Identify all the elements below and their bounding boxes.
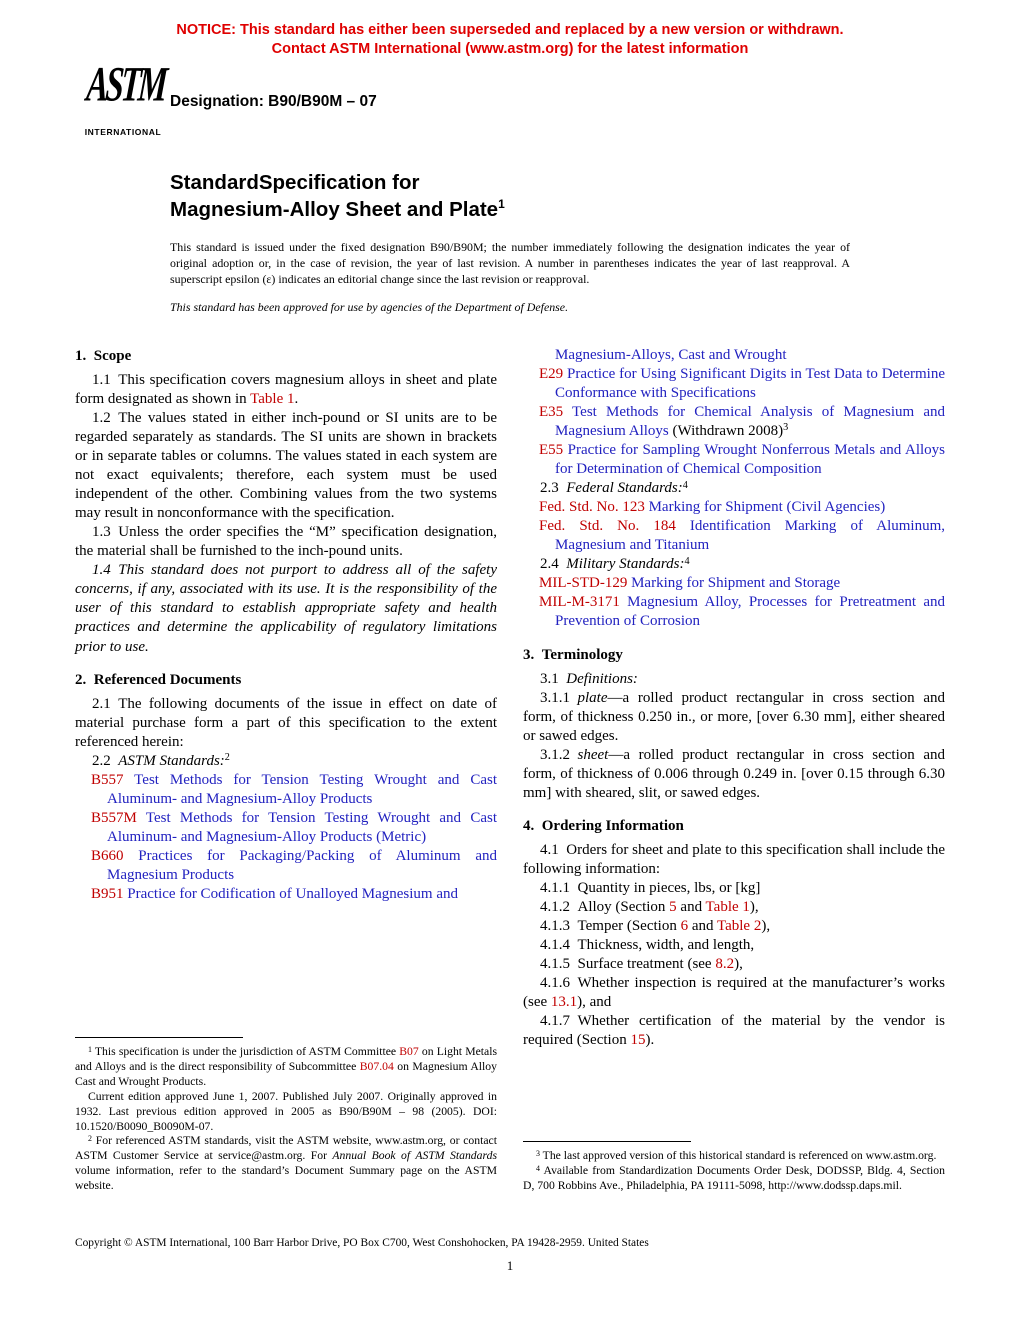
ref-title-link[interactable]: Practice for Codification of Unalloyed Magnesium and	[123, 886, 459, 903]
link-b557m[interactable]: B557M	[91, 809, 137, 826]
text-segment: plate	[577, 689, 608, 706]
paragraph	[523, 670, 945, 689]
paragraph	[75, 752, 497, 771]
left-footnotes	[75, 1037, 497, 1194]
text-segment: 4. Ordering Information	[523, 817, 684, 834]
link-table-2[interactable]: Table 2	[716, 918, 762, 935]
copyright-line: Copyright © ASTM International, 100 Barr Harbor Drive, PO Box C700, West Conshohocken, PA 19428-2959. United States	[75, 1237, 649, 1249]
section-heading	[523, 646, 945, 665]
text-segment: 4.1.1 Quantity in pieces, lbs, or [kg]	[540, 880, 761, 897]
text-segment: 4	[684, 555, 690, 567]
text-segment: and	[688, 918, 717, 935]
text-segment: 2	[88, 1133, 92, 1143]
right-column	[523, 346, 945, 1194]
section-heading	[75, 671, 497, 690]
text-segment: Definitions:	[566, 670, 638, 687]
notice-line-2: Contact ASTM International (www.astm.org) for the latest information	[271, 41, 749, 58]
paragraph	[75, 371, 497, 409]
paragraph	[523, 555, 945, 574]
link-fed-std-184[interactable]: Fed. Std. No. 184	[539, 518, 676, 535]
text-segment: 1. Scope	[75, 347, 132, 364]
text-segment: ).	[645, 1032, 655, 1049]
text-segment: 4.1.2 Alloy (Section	[540, 899, 670, 916]
text-segment: 4.1.5 Surface treatment (see	[540, 956, 716, 973]
text-segment: The last approved version of this historical standard is referenced on www.astm.org.	[539, 1149, 937, 1163]
link-e29[interactable]: E29	[539, 365, 564, 382]
page-number: 1	[506, 1258, 514, 1273]
text-segment: 1	[88, 1044, 92, 1054]
link-e55[interactable]: E55	[539, 442, 564, 459]
title-line-2	[170, 196, 850, 223]
text-segment: 2.1 The following documents of the issue in effect on date of material purchase form a part of this specification to the extent referenced herein:	[75, 695, 497, 750]
left-column	[75, 346, 497, 1194]
ref-title-link[interactable]: Test Methods for Tension Testing Wrought and Cast Aluminum- and Magnesium-Alloy Products (Metric)	[107, 809, 497, 845]
link-fed-std-123[interactable]: Fed. Std. No. 123	[539, 499, 645, 516]
reference-continuation	[523, 346, 945, 365]
text-segment: Available from Standardization Documents Order Desk, DODSSP, Bldg. 4, Section D, 700 Robbins Ave., Philadelphia, PA 19111-5098, http://www.dodssp.daps.mil.	[523, 1164, 945, 1192]
text-segment: (Withdrawn 2008)	[672, 423, 784, 440]
left-column-content	[75, 346, 497, 904]
text-segment: Military Standards:	[566, 556, 685, 573]
paragraph	[523, 746, 945, 803]
link-mil-m-3171[interactable]: MIL-M-3171	[539, 594, 620, 611]
right-footnotes-list	[523, 1149, 945, 1194]
text-segment: 4	[682, 479, 688, 491]
paragraph	[523, 917, 945, 936]
reference-entry	[75, 847, 497, 885]
text-segment: For referenced ASTM standards, visit the ASTM website, www.astm.org, or contact ASTM Customer Service at service@astm.org. For	[75, 1134, 497, 1163]
link-b951[interactable]: B951	[91, 886, 124, 903]
section-heading	[75, 347, 497, 366]
ref-title-link[interactable]: Magnesium-Alloys, Cast and Wrought	[555, 346, 787, 363]
text-segment: 4.1.3 Temper (Section	[540, 918, 681, 935]
paragraph	[75, 561, 497, 656]
reference-entry	[523, 517, 945, 555]
ref-title-link[interactable]: Magnesium Alloy, Processes for Pretreatment and Prevention of Corrosion	[555, 594, 945, 630]
link-table-1[interactable]: Table 1	[250, 390, 295, 407]
paragraph	[523, 841, 945, 879]
text-segment: on Light Metals and Alloys and is the direct responsibility of Subcommittee	[75, 1045, 498, 1074]
text-segment: ),	[734, 956, 743, 973]
link-b660[interactable]: B660	[91, 848, 124, 864]
link-b557[interactable]: B557	[91, 771, 124, 788]
title-block	[170, 169, 850, 315]
text-segment: 3.1.2	[540, 746, 578, 763]
left-footnotes-list	[75, 1045, 497, 1194]
link-section-15[interactable]: 15	[630, 1032, 646, 1049]
text-segment: Federal Standards:	[566, 480, 683, 497]
text-segment: 4.1.4 Thickness, width, and length,	[540, 937, 755, 954]
link-mil-std-129[interactable]: MIL-STD-129	[539, 575, 628, 592]
text-segment: —a rolled product rectangular in cross section and form, of thickness 0.250 in., or more, [over 6.30 mm], either sheared or sawed edges.	[523, 689, 945, 744]
link-section-5[interactable]: 5	[669, 899, 677, 916]
paragraph	[75, 523, 497, 561]
link-b07[interactable]: B07	[399, 1045, 419, 1059]
title-footnote-marker: 1	[498, 197, 505, 212]
text-segment: 4.1.6 Whether inspection is required at the manufacturer’s works (see	[523, 975, 945, 1011]
link-e35[interactable]: E35	[539, 403, 564, 420]
footnote-rule	[523, 1141, 691, 1142]
text-segment: .	[294, 390, 299, 407]
text-segment: This specification is under the jurisdiction of ASTM Committee	[91, 1045, 400, 1059]
text-segment: 2.3	[540, 480, 567, 497]
link-table-1[interactable]: Table 1	[705, 899, 750, 916]
ref-title-link[interactable]: Identification Marking of Aluminum, Magnesium and Titanium	[555, 518, 946, 554]
issued-note: This standard is issued under the fixed designation B90/B90M; the number immediately following the designation indicates the year of original adoption or, in the case of revision, the year of last revision. A number in parentheses indicates the year of last reapproval. A superscript epsilon (ε) indicates an editorial change since the last revision or reapproval.	[170, 240, 850, 286]
text-segment: 3.1.1	[540, 689, 578, 706]
reference-entry	[75, 771, 497, 809]
right-footnotes	[523, 1141, 945, 1194]
reference-entry	[523, 441, 945, 479]
section-heading	[523, 817, 945, 836]
link-b07-04[interactable]: B07.04	[359, 1060, 394, 1074]
text-segment: 1.3 Unless the order specifies the “M” specification designation, the material shall be furnished to the inch-pound units.	[75, 524, 497, 560]
text-segment: 2.2	[92, 752, 119, 769]
paragraph	[523, 479, 945, 498]
footnote	[75, 1090, 497, 1135]
ref-title-link[interactable]: Practices for Packaging/Packing of Aluminum and Magnesium Products	[107, 848, 497, 884]
astm-logo-mark: ASTM	[84, 58, 167, 113]
text-segment: 2. Referenced Documents	[75, 671, 242, 688]
paragraph	[75, 409, 497, 523]
document-header	[75, 58, 945, 163]
text-segment: 1.2 The values stated in either inch-pound or SI units are to be regarded separately as standards. The SI units are shown in brackets or in separate tables or columns. The values stated in each system are not exact equivalents; therefore, each system must be used independent of the other. Combining values from the two systems may result in nonconformance with the specification.	[75, 409, 497, 522]
astm-logo	[75, 58, 171, 138]
text-segment: —a rolled product rectangular in cross section and form, of thickness of 0.006 through 0.249 in. [over 0.15 through 6.30 mm] with sheared, slit, or sawed edges.	[523, 746, 945, 801]
text-segment: 4	[536, 1163, 540, 1173]
page-footer	[75, 1237, 945, 1274]
text-segment: 1.4 This standard does not purport to address all of the safety concerns, if any, associated with its use. It is the responsibility of the user of this standard to establish appropriate safety and health practices and determine the applicability of regulatory limitations prior to use.	[75, 562, 497, 655]
text-segment: 1.1 This specification covers magnesium alloys in sheet and plate form designated as shown in	[75, 371, 497, 407]
text-segment: 3. Terminology	[523, 646, 623, 663]
text-segment: 2	[224, 752, 230, 764]
ref-title-link[interactable]: Test Methods for Chemical Analysis of Magnesium and Magnesium Alloys	[555, 403, 945, 440]
ref-title-link[interactable]: Test Methods for Tension Testing Wrought and Cast Aluminum- and Magnesium-Alloy Products	[107, 771, 497, 807]
ref-title-link[interactable]: Practice for Using Significant Digits in Test Data to Determine Conformance with Specifications	[555, 365, 945, 401]
text-segment: 3	[783, 422, 789, 434]
paragraph	[523, 955, 945, 974]
notice-line-1: NOTICE: This standard has either been superseded and replaced by a new version or withdrawn.	[176, 22, 844, 38]
text-segment: ),	[749, 899, 759, 916]
reference-entry	[523, 365, 945, 403]
reference-entry	[75, 885, 497, 904]
text-segment: sheet	[577, 746, 609, 763]
footnote-rule	[75, 1037, 243, 1038]
reference-entry	[523, 498, 945, 517]
astm-logo-subtitle: INTERNATIONAL	[84, 127, 162, 138]
document-title	[170, 169, 850, 223]
ref-title-link[interactable]: Marking for Shipment (Civil Agencies)	[644, 499, 886, 516]
text-segment: on Magnesium Alloy Cast and Wrought Products.	[75, 1060, 497, 1088]
link-13-1[interactable]: 13.1	[550, 994, 578, 1011]
text-segment: volume information, refer to the standard’s Document Summary page on the ASTM website.	[75, 1164, 497, 1192]
text-segment: and	[676, 899, 706, 916]
paragraph	[523, 689, 945, 746]
reference-entry	[523, 574, 945, 593]
text-segment: 4.1 Orders for sheet and plate to this specification shall include the following information:	[523, 841, 945, 877]
ref-title-link[interactable]: Practice for Sampling Wrought Nonferrous Metals and Alloys for Determination of Chemical Composition	[555, 442, 945, 478]
text-segment: 3	[536, 1148, 540, 1158]
reference-entry	[75, 809, 497, 847]
paragraph	[523, 898, 945, 917]
title-line-2-text: Magnesium-Alloy Sheet and Plate	[170, 198, 499, 222]
paragraph	[75, 695, 497, 752]
link-section-6[interactable]: 6	[680, 918, 689, 935]
dod-approval-note: This standard has been approved for use by agencies of the Department of Defense.	[170, 299, 569, 314]
text-segment: 4.1.7 Whether certification of the material by the vendor is required (Section	[523, 1013, 945, 1049]
right-column-content	[523, 346, 945, 1051]
reference-entry	[523, 403, 945, 441]
text-segment: ), and	[577, 994, 612, 1011]
body-columns	[75, 346, 945, 1194]
text-segment: ),	[761, 918, 771, 935]
paragraph	[523, 936, 945, 955]
paragraph	[523, 1012, 945, 1050]
text-segment: 3.1	[540, 670, 567, 687]
text-segment: 2.4	[540, 556, 567, 573]
paragraph	[523, 974, 945, 1012]
designation: Designation: B90/B90M – 07	[170, 93, 377, 111]
text-segment: Annual Book of ASTM Standards	[332, 1149, 497, 1163]
footnote	[75, 1134, 497, 1193]
text-segment: Current edition approved June 1, 2007. Published July 2007. Originally approved in 1932. Last previous edition approved in 2005 as B90/B90M – 98 (2005). DOI: 10.1520/B0090_B0090M-07.	[75, 1089, 497, 1133]
link-8-2[interactable]: 8.2	[715, 956, 735, 973]
reference-entry	[523, 593, 945, 631]
ref-title-link[interactable]: Marking for Shipment and Storage	[627, 575, 841, 592]
paragraph	[523, 879, 945, 898]
text-segment: ASTM Standards:	[118, 752, 225, 769]
footnote	[75, 1045, 497, 1090]
footnote	[523, 1164, 945, 1194]
footnote	[523, 1149, 945, 1164]
title-line-1: StandardSpecification for	[170, 171, 420, 195]
